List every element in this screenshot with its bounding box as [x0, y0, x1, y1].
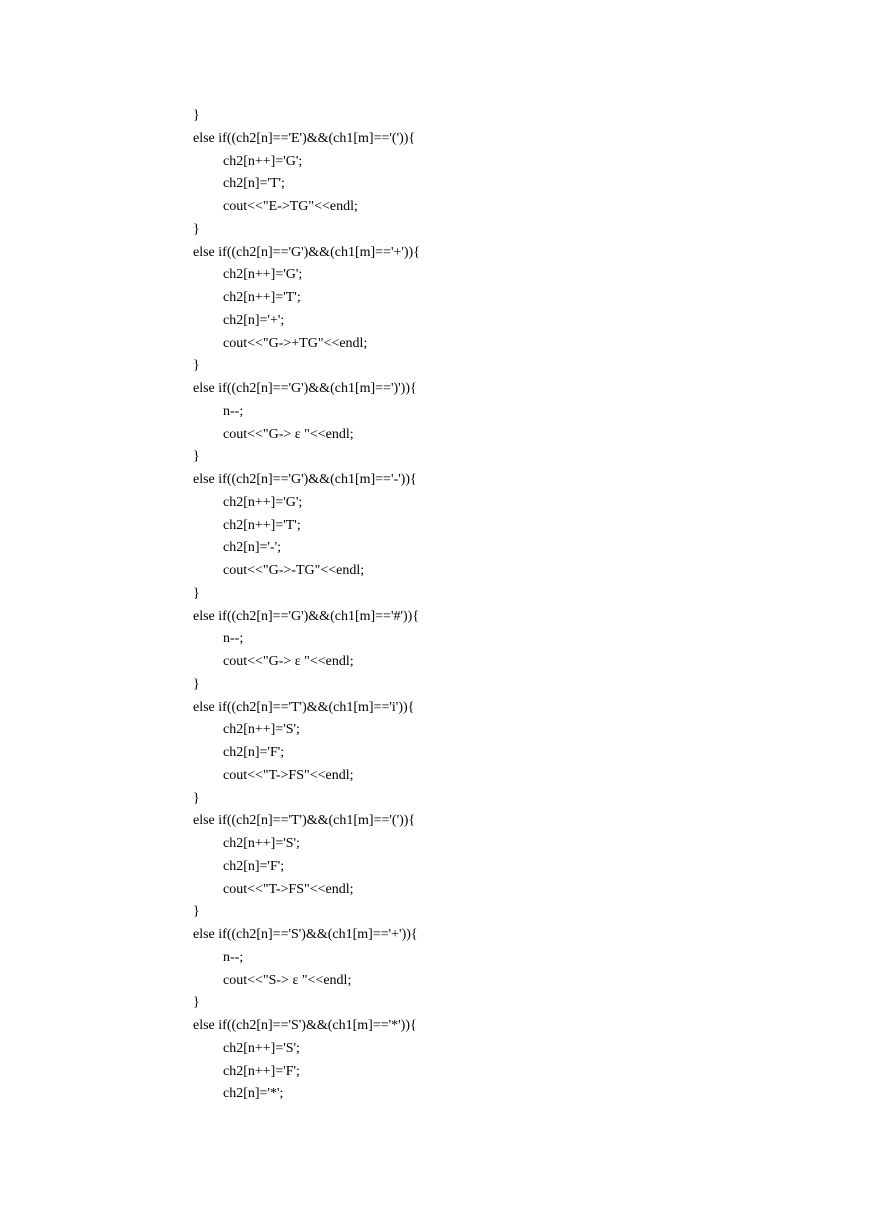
code-line: else if((ch2[n]=='G')&&(ch1[m]=='-')){: [193, 472, 417, 487]
code-line: cout<<"G-> ε "<<endl;: [223, 654, 354, 669]
code-line: cout<<"S-> ε "<<endl;: [223, 972, 352, 988]
code-line: ch2[n++]='S';: [223, 722, 300, 738]
code-line: else if((ch2[n]=='T')&&(ch1[m]=='(')){: [193, 813, 416, 829]
code-line: else if((ch2[n]=='G')&&(ch1[m]=='#')){: [193, 608, 420, 624]
code-line: cout<<"G->-TG"<<endl;: [223, 563, 365, 578]
code-line: ch2[n++]='S';: [223, 1040, 300, 1056]
code-line: }: [193, 995, 200, 1011]
code-line: else if((ch2[n]=='G')&&(ch1[m]==')')){: [193, 381, 417, 396]
code-line: ch2[n++]='S';: [223, 836, 300, 851]
code-line: ch2[n++]='T';: [223, 517, 301, 533]
code-line: }: [193, 790, 200, 806]
code-line: cout<<"E->TG"<<endl;: [223, 199, 358, 214]
code-line: ch2[n]='*';: [223, 1086, 284, 1102]
code-line: ch2[n++]='G';: [223, 153, 303, 169]
code-block: [193, 105, 420, 1106]
code-line: ch2[n]='-';: [223, 540, 282, 556]
code-line: ch2[n++]='G';: [223, 267, 303, 283]
code-line: ch2[n++]='T';: [223, 290, 301, 305]
code-line: }: [193, 108, 200, 123]
code-line: }: [193, 585, 200, 601]
code-line: else if((ch2[n]=='G')&&(ch1[m]=='+')){: [193, 244, 420, 260]
code-line: n--;: [223, 949, 244, 965]
code-line: else if((ch2[n]=='T')&&(ch1[m]=='i')){: [193, 699, 415, 715]
code-line: }: [193, 221, 200, 237]
code-line: cout<<"G-> ε "<<endl;: [223, 426, 354, 442]
code-line: }: [193, 449, 200, 465]
code-line: ch2[n++]='F';: [223, 1063, 300, 1079]
code-line: n--;: [223, 631, 244, 647]
code-line: ch2[n]='+';: [223, 312, 285, 328]
code-line: else if((ch2[n]=='E')&&(ch1[m]=='(')){: [193, 130, 416, 146]
code-line: }: [193, 676, 200, 692]
code-line: cout<<"G->+TG"<<endl;: [223, 335, 368, 351]
code-line: ch2[n]='F';: [223, 745, 285, 760]
code-line: cout<<"T->FS"<<endl;: [223, 881, 354, 897]
code-line: else if((ch2[n]=='S')&&(ch1[m]=='+')){: [193, 927, 418, 942]
code-line: }: [193, 358, 200, 374]
code-line: n--;: [223, 403, 244, 419]
code-line: ch2[n]='T';: [223, 176, 285, 192]
code-line: }: [193, 904, 200, 920]
code-line: else if((ch2[n]=='S')&&(ch1[m]=='*')){: [193, 1018, 417, 1033]
code-line: ch2[n++]='G';: [223, 494, 303, 510]
code-line: ch2[n]='F';: [223, 858, 285, 874]
code-line: cout<<"T->FS"<<endl;: [223, 767, 354, 783]
